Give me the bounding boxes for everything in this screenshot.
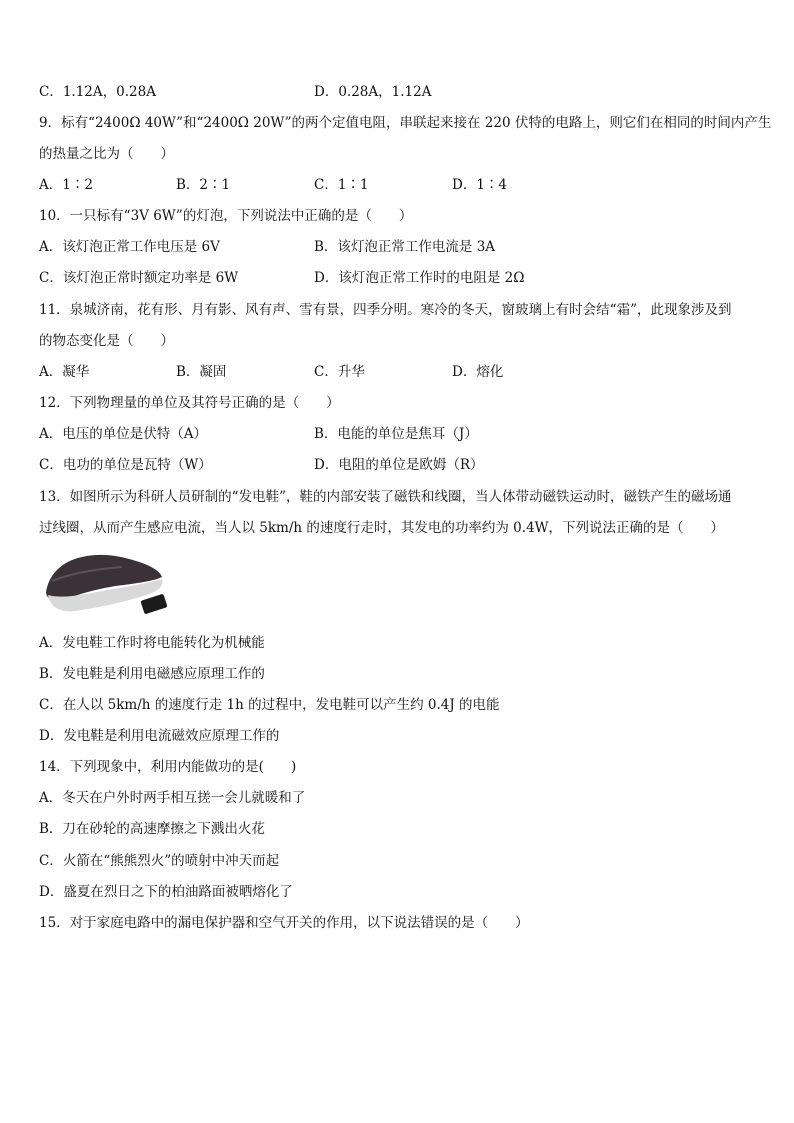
q11-stem-line1: 11．泉城济南，花有形、月有影、风有声、雪有景，四季分明。寒冷的冬天，窗玻璃上有时会结“霜”，此现象涉及到 xyxy=(39,302,732,318)
q13-option-c: C．在人以 5km/h 的速度行走 1h 的过程中，发电鞋可以产生约 0.4J 的电能 xyxy=(39,697,500,713)
q11-option-c: C．升华 xyxy=(314,364,365,380)
q10-option-a: A．该灯泡正常工作电压是 6V xyxy=(39,239,220,255)
q11-option-d: D．熔化 xyxy=(452,364,504,380)
q11-option-b: B．凝固 xyxy=(176,364,227,380)
q14-option-a: A．冬天在户外时两手相互搓一会儿就暖和了 xyxy=(39,790,306,806)
q13-option-a: A．发电鞋工作时将电能转化为机械能 xyxy=(39,635,265,651)
q13-option-b: B．发电鞋是利用电磁感应原理工作的 xyxy=(39,666,265,682)
q8-option-c: C．1.12A，0.28A xyxy=(39,84,156,100)
q10-option-d: D．该灯泡正常工作时的电阻是 2Ω xyxy=(314,270,525,286)
q14-stem: 14．下列现象中，利用内能做功的是( ) xyxy=(39,759,297,775)
q10-stem: 10．一只标有“3V 6W”的灯泡，下列说法中正确的是（ ） xyxy=(39,208,413,224)
q14-option-b: B．刀在砂轮的高速摩擦之下溅出火花 xyxy=(39,821,265,837)
q12-option-c: C．电功的单位是瓦特（W） xyxy=(39,457,212,473)
q15-stem: 15．对于家庭电路中的漏电保护器和空气开关的作用，以下说法错误的是（ ） xyxy=(39,915,529,931)
q12-option-a: A．电压的单位是伏特（A） xyxy=(39,426,207,442)
power-shoe-image xyxy=(42,551,168,621)
q9-option-d: D．1∶4 xyxy=(452,177,508,193)
q9-option-a: A．1∶2 xyxy=(39,177,93,193)
q9-stem-line2: 的热量之比为（ ） xyxy=(39,146,174,162)
q12-option-b: B．电能的单位是焦耳（J） xyxy=(314,426,478,442)
q9-option-c: C．1∶1 xyxy=(314,177,369,193)
q12-stem: 12．下列物理量的单位及其符号正确的是（ ） xyxy=(39,395,340,411)
q11-stem-line2: 的物态变化是（ ） xyxy=(39,333,174,349)
q13-stem-line2: 过线圈，从而产生感应电流，当人以 5km/h 的速度行走时，其发电的功率约为 0.4W，下列说法正确的是（ ） xyxy=(39,520,725,536)
q12-option-d: D．电阻的单位是欧姆（R） xyxy=(314,457,484,473)
q10-option-c: C．该灯泡正常时额定功率是 6W xyxy=(39,270,239,286)
q14-option-c: C．火箭在“熊熊烈火”的喷射中冲天而起 xyxy=(39,853,280,869)
q11-option-a: A．凝华 xyxy=(39,364,90,380)
q8-option-d: D．0.28A，1.12A xyxy=(314,84,432,100)
q9-stem-line1: 9．标有“2400Ω 40W”和“2400Ω 20W”的两个定值电阻，串联起来接在 220 伏特的电路上，则它们在相同的时间内产生 xyxy=(39,115,772,131)
q10-option-b: B．该灯泡正常工作电流是 3A xyxy=(314,239,496,255)
q9-option-b: B．2∶1 xyxy=(176,177,231,193)
q14-option-d: D．盛夏在烈日之下的柏油路面被晒熔化了 xyxy=(39,884,293,900)
q13-stem-line1: 13．如图所示为科研人员研制的“发电鞋”，鞋的内部安装了磁铁和线圈，当人体带动磁铁运动时，磁铁产生的磁场通 xyxy=(39,489,732,505)
q13-option-d: D．发电鞋是利用电流磁效应原理工作的 xyxy=(39,728,280,744)
